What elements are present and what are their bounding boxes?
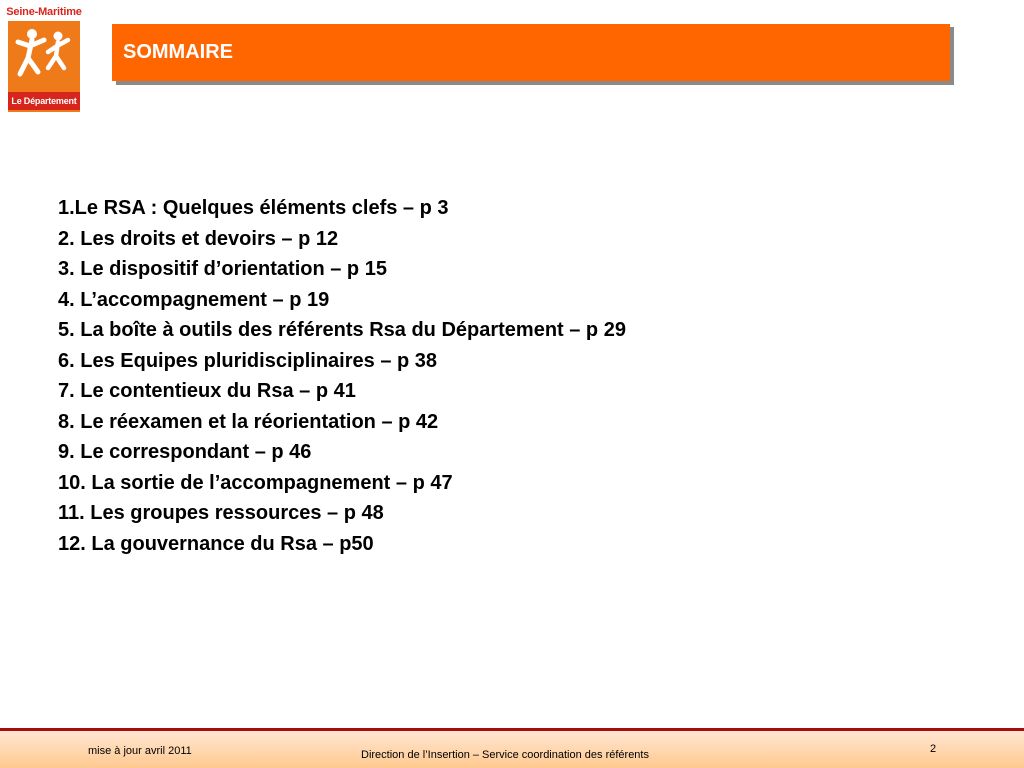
- footer-date: mise à jour avril 2011: [88, 745, 192, 757]
- logo-top-text: Seine-Maritime: [6, 6, 82, 18]
- logo-bottom-text: Le Département: [8, 92, 80, 110]
- toc-item: 7. Le contentieux du Rsa – p 41: [58, 380, 356, 402]
- toc-item: 11. Les groupes ressources – p 48: [58, 502, 384, 524]
- toc-item: 9. Le correspondant – p 46: [58, 441, 312, 463]
- slide-title: SOMMAIRE: [123, 41, 233, 63]
- toc-item: 5. La boîte à outils des référents Rsa du Département – p 29: [58, 319, 626, 341]
- logo: [5, 4, 83, 112]
- page-number: 2: [930, 743, 937, 755]
- toc-item: 3. Le dispositif d’orientation – p 15: [58, 258, 387, 280]
- toc-item: 8. Le réexamen et la réorientation – p 42: [58, 410, 439, 433]
- toc-item: 12. La gouvernance du Rsa – p50: [58, 532, 374, 555]
- title-bar: [112, 24, 950, 81]
- footer-service: Direction de l’Insertion – Service coordination des référents: [361, 749, 649, 761]
- toc-item: 1.Le RSA : Quelques éléments clefs – p 3: [58, 197, 449, 219]
- people-figures-icon: [14, 24, 74, 84]
- table-of-contents: [58, 193, 958, 559]
- logo-emblem: [8, 21, 80, 112]
- toc-item: 6. Les Equipes pluridisciplinaires – p 38: [58, 349, 438, 372]
- toc-item: 4. L’accompagnement – p 19: [58, 288, 330, 311]
- toc-item: 2. Les droits et devoirs – p 12: [58, 227, 339, 250]
- toc-item: 10. La sortie de l’accompagnement – p 47: [58, 471, 453, 494]
